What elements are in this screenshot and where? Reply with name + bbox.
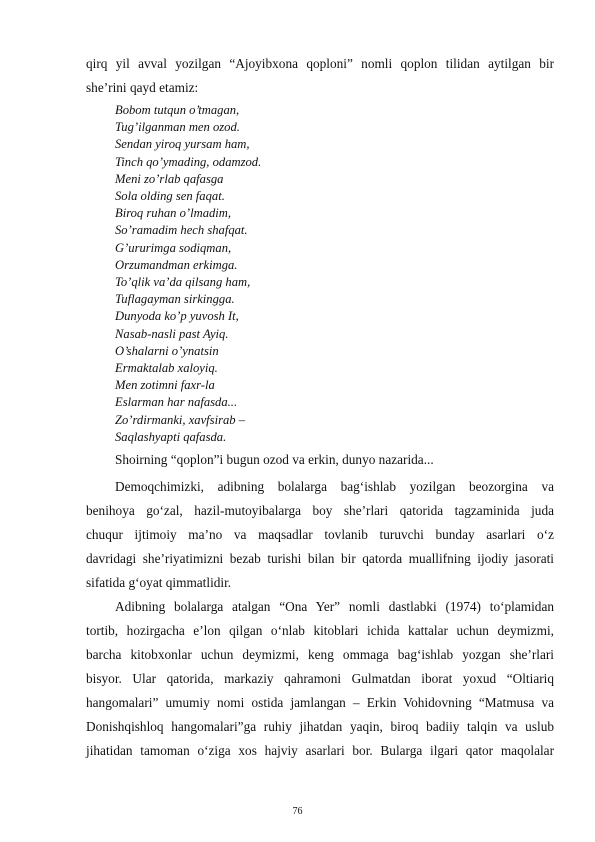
poem-line: Zo’rdirmanki, xavfsirab – bbox=[115, 412, 246, 427]
poem-line: Biroq ruhan o’lmadim, bbox=[115, 206, 232, 221]
para2-line: Adibning bolalarga atalgan “Ona Yer” nomli dastlabki (1974) to‘plamidan bbox=[115, 599, 554, 614]
para2-line: bisyor. Ular qatorida, markaziy qahramoni Gulmatdan iborat yoxud “Oltiariq bbox=[86, 671, 554, 686]
para1-line: chuqur ijtimoiy ma’no va maqsadlar tovlanib turuvchi bunday asarlari o‘z bbox=[86, 527, 554, 542]
poem-line: O’shalarni o’ynatsin bbox=[115, 343, 219, 358]
para1-line: benihoya go‘zal, hazil-mutoyibalarga boy she’rlari qatorida tagzaminida juda bbox=[86, 503, 554, 518]
para2-line: Donishqishloq hangomalari”ga ruhiy jihatdan yaqin, biroq badiiy talqin va uslub bbox=[86, 719, 554, 734]
page-number: 76 bbox=[292, 806, 303, 817]
poem-line: Sendan yiroq yursam ham, bbox=[115, 137, 250, 152]
poem-line: Eslarman har nafasda... bbox=[115, 395, 238, 410]
poem-line: Ermaktalab xaloyiq. bbox=[115, 361, 218, 376]
para1-line: davridagi she’riyatimizni bezab turishi bilan bir qatorda muallifning ijodiy jasorati bbox=[86, 551, 554, 566]
poem-line: Sola olding sen faqat. bbox=[115, 189, 225, 204]
para1-line: sifatida g‘oyat qimmatlidir. bbox=[86, 575, 232, 590]
poem-line: So’ramadim hech shafqat. bbox=[115, 223, 248, 238]
poem-line: To’qlik va’da qilsang ham, bbox=[115, 275, 251, 290]
poem-line: G’ururimga sodiqman, bbox=[115, 240, 232, 255]
poem-line: Bobom tutqun o’tmagan, bbox=[115, 103, 240, 117]
poem-line: Men zotimni faxr-la bbox=[115, 378, 215, 393]
intro-line-1: qirq yil avval yozilgan “Ajoyibxona qoploni” nomli qoplon tilidan aytilgan bir bbox=[86, 56, 554, 71]
poem bbox=[115, 102, 261, 446]
poem-line: Tuflagayman sirkingga. bbox=[115, 292, 235, 307]
para1-line: Demoqchimizki, adibning bolalarga bag‘ishlab yozilgan beozorgina va bbox=[115, 479, 554, 494]
para2-line: hangomalari” umumiy nomi ostida jamlangan – Erkin Vohidovning “Matmusa va bbox=[86, 695, 554, 710]
poem-line: Saqlashyapti qafasda. bbox=[115, 429, 227, 444]
para2-line: jihatidan tamoman o‘ziga xos hajviy asarlari bor. Bularga ilgari qator maqolalar bbox=[86, 743, 554, 758]
poem-line: Nasab-nasli past Ayiq. bbox=[115, 326, 229, 341]
poem-line: Tinch qo’ymading, odamzod. bbox=[115, 154, 262, 169]
poem-line: Orzumandman erkimga. bbox=[115, 257, 238, 272]
poem-line: Dunyoda ko’p yuvosh It, bbox=[115, 309, 239, 324]
para2-line: tortib, hozirgacha e’lon qilgan o‘nlab kitoblari ichida kattalar uchun deymizmi, bbox=[86, 623, 554, 638]
after-poem-line: Shoirning “qoplon”i bugun ozod va erkin, dunyo nazarida... bbox=[115, 452, 434, 467]
poem-line: Meni zo’rlab qafasga bbox=[115, 171, 224, 186]
para2-line: barcha kitobxonlar uchun deymizmi, keng ommaga bag‘ishlab yozgan she’rlari bbox=[86, 647, 554, 662]
intro-line-2: she’rini qayd etamiz: bbox=[86, 80, 199, 95]
poem-line: Tug’ilganman men ozod. bbox=[115, 120, 240, 135]
